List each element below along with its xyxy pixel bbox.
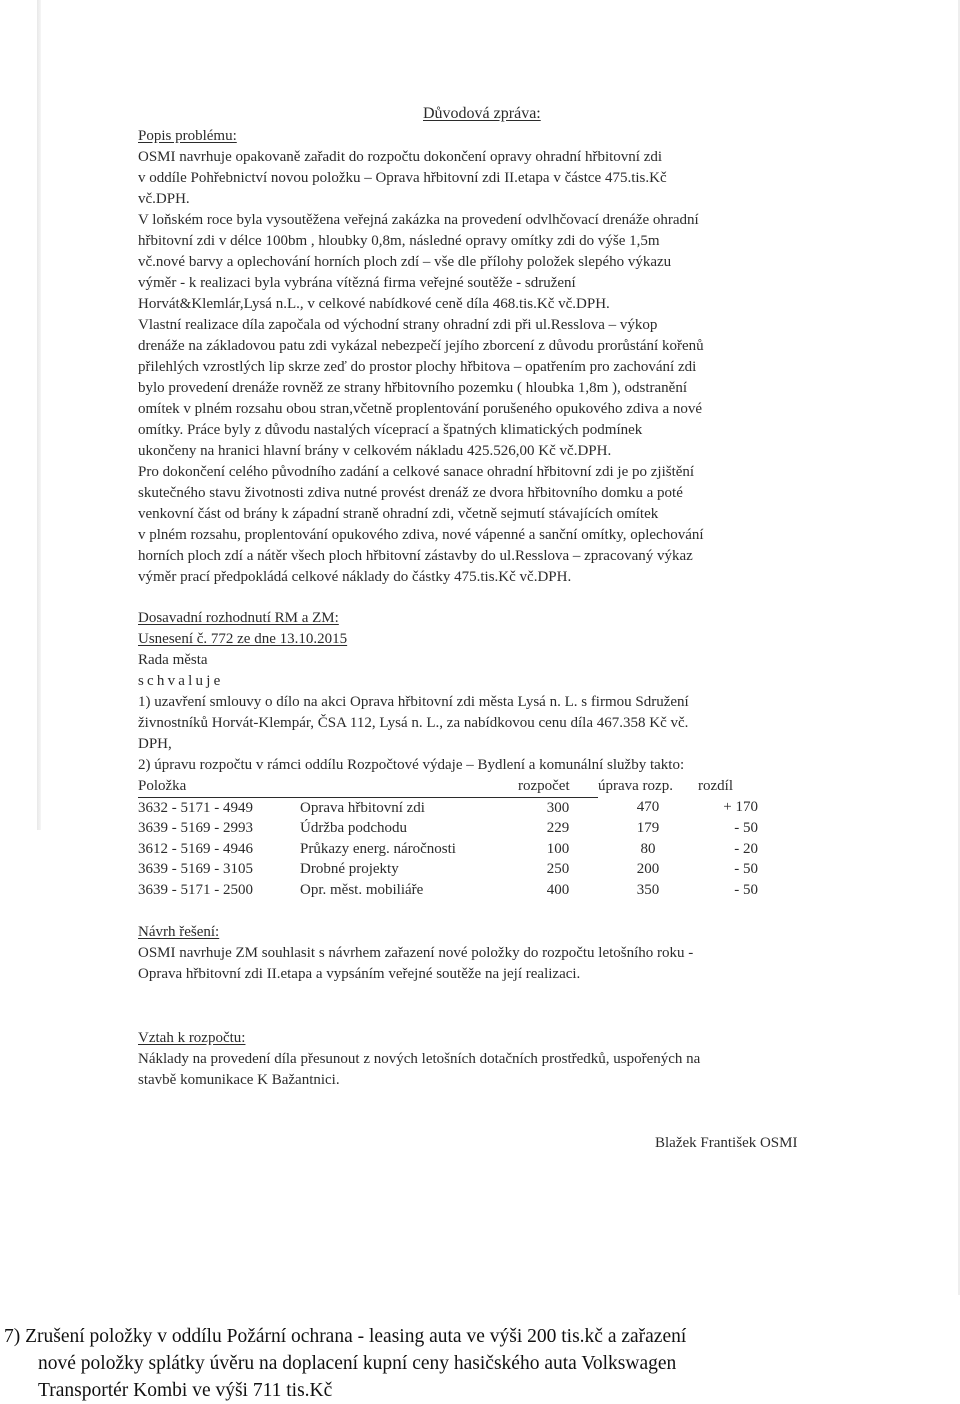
row-adjusted: 80: [640, 840, 656, 857]
table-row: [138, 859, 758, 880]
problem-line: hřbitovní zdi v délce 100bm , hloubky 0,8m, následné opravy omítky zdi do výše 1,5m: [138, 233, 660, 249]
decision-section: [138, 608, 838, 776]
problem-line: Vlastní realizace díla započala od východní strany ohradní zdi při ul.Resslova – výkop: [138, 317, 658, 333]
row-name: Drobné projekty: [300, 861, 399, 877]
problem-line: výměr - k realizaci byla vybrána vítězná firma veřejné soutěže - sdružení: [138, 275, 576, 291]
problem-line: drenáže na základovou patu zdi vykázal nebezpečí jejího zborcení z důvodu prorůstání kořenů: [138, 338, 704, 354]
scan-border: [37, 0, 41, 830]
problem-line: Horvát&Klemlár,Lysá n.L., v celkové nabídkové ceně díla 468.tis.Kč vč.DPH.: [138, 296, 610, 312]
point1-line: DPH,: [138, 736, 172, 752]
council-label: Rada města: [138, 652, 208, 668]
solution-heading: Návrh řešení:: [138, 924, 220, 940]
problem-line: vč.nové barvy a oplechování horních ploch zdí – vše dle přílohy položek slepého výkazu: [138, 254, 672, 270]
problem-line: vč.DPH.: [138, 191, 190, 207]
row-name: Průkazy energ. náročnosti: [300, 840, 456, 857]
signature: Blažek František OSMI: [655, 1135, 798, 1151]
problem-line: přilehlých vzrostlých lip skrze zeď do prostor plochy hřbitova – opatřením pro zachování zdi: [138, 359, 697, 375]
problem-line: Pro dokončení celého původního zadání a celkové sanace ohradní hřbitovní zdi je po zjištění: [138, 464, 695, 480]
point1-line: živnostníků Horvát-Klempár, ČSA 112, Lysá n. L., za nabídkovou cenu díla 467.358 Kč vč.: [138, 715, 689, 731]
item7-line: nové položky splátky úvěru na doplacení kupní ceny hasičského auta Volkswagen: [38, 1353, 677, 1374]
resolution-number: Usnesení č. 772 ze dne 13.10.2015: [138, 631, 348, 647]
header-diff: rozdíl: [698, 778, 733, 795]
problem-line: skutečného stavu životnosti zdiva nutné provést drenáž ze dvora hřbitovního domku a poté: [138, 485, 683, 501]
decision-heading: Dosavadní rozhodnutí RM a ZM:: [138, 610, 339, 626]
problem-line: omítky. Práce byly z důvodu nastalých víceprací a špatných klimatických podmínek: [138, 422, 643, 438]
table-row: [138, 880, 758, 901]
row-name: Údržba podchodu: [300, 820, 408, 836]
row-adjusted: 179: [636, 820, 660, 836]
problem-line: venkovní část od brány k západní straně ohradní zdi, včetně sejmutí stávajících omítek: [138, 506, 659, 522]
row-name: Oprava hřbitovní zdi: [300, 799, 425, 816]
row-code: 3639 - 5169 - 3105: [138, 861, 253, 877]
table-row: [138, 839, 758, 860]
solution-section: [138, 922, 838, 985]
problem-line: horních ploch zdí a nátěr všech ploch hřbitovní zástavby do ul.Resslova – zpracovaný výkaz: [138, 548, 693, 564]
table-row: [138, 797, 758, 818]
row-diff: + 170: [723, 799, 758, 816]
problem-line: V loňském roce byla vysoutěžena veřejná zakázka na provedení odvlhčovací drenáže ohradní: [138, 212, 699, 228]
item7-line: 7) Zrušení položky v oddílu Požární ochrana - leasing auta ve výši 200 tis.kč a zařazení: [4, 1326, 687, 1347]
point2-line: 2) úpravu rozpočtu v rámci oddílu Rozpočtové výdaje – Bydlení a komunální služby takto:: [138, 757, 685, 773]
row-budget: 229: [546, 820, 570, 836]
header-item: Položka: [138, 776, 300, 797]
row-budget: 100: [546, 840, 570, 857]
problem-line: v plném rozsahu, proplentování opukového zdiva, nové vápenné a sanční omítky, oplechování: [138, 527, 704, 543]
solution-line: Oprava hřbitovní zdi II.etapa a vypsáním veřejné soutěže na její realizaci.: [138, 966, 581, 982]
report-title: Důvodová zpráva:: [423, 105, 541, 122]
problem-line: omítek v plném rozsahu obou stran,včetně proplentování porušeného opukového zdiva a nové: [138, 401, 703, 417]
item7-line: Transportér Kombi ve výši 711 tis.Kč: [38, 1380, 333, 1401]
header-budget: rozpočet: [518, 776, 598, 797]
budget-heading: Vztah k rozpočtu:: [138, 1030, 246, 1046]
row-name: Opr. měst. mobiliáře: [300, 881, 424, 898]
budget-table: [138, 776, 758, 900]
budget-relation-section: [138, 1028, 838, 1091]
row-budget: 250: [546, 861, 570, 877]
problem-line: ukončeny na hranici hlavní brány v celkovém nákladu 425.526,00 Kč vč.DPH.: [138, 443, 612, 459]
problem-line: OSMI navrhuje opakovaně zařadit do rozpočtu dokončení opravy ohradní hřbitovní zdi: [138, 149, 663, 165]
problem-section: [138, 126, 838, 588]
row-code: 3612 - 5169 - 4946: [138, 840, 253, 857]
table-header-row: [138, 776, 758, 797]
row-diff: - 50: [734, 820, 758, 836]
budget-line: Náklady na provedení díla přesunout z nových letošních dotačních prostředků, uspořených na: [138, 1051, 701, 1067]
row-diff: - 50: [734, 861, 758, 877]
point1-line: 1) uzavření smlouvy o dílo na akci Oprava hřbitovní zdi města Lysá n. L. s firmou Sdružení: [138, 694, 689, 710]
budget-line: stavbě komunikace K Bažantnici.: [138, 1072, 340, 1088]
row-diff: - 50: [734, 881, 758, 898]
row-code: 3632 - 5171 - 4949: [138, 799, 253, 816]
row-diff: - 20: [734, 840, 758, 857]
approves-label: schvaluje: [138, 673, 224, 689]
row-adjusted: 350: [636, 881, 660, 898]
problem-line: v oddíle Pohřebnictví novou položku – Oprava hřbitovní zdi II.etapa v částce 475.tis.Kč: [138, 170, 667, 186]
row-code: 3639 - 5169 - 2993: [138, 820, 253, 836]
header-adjusted: úprava rozp.: [598, 778, 673, 795]
table-row: [138, 818, 758, 839]
row-budget: 300: [546, 799, 570, 816]
problem-line: bylo provedení drenáže rovněž ze strany hřbitovního pozemku ( hloubka 1,8m ), odstranění: [138, 380, 688, 396]
problem-heading: Popis problému:: [138, 128, 237, 144]
solution-line: OSMI navrhuje ZM souhlasit s návrhem zařazení nové položky do rozpočtu letošního roku -: [138, 945, 694, 961]
header-name: [300, 776, 518, 797]
row-code: 3639 - 5171 - 2500: [138, 881, 253, 898]
problem-line: výměr prací předpokládá celkové náklady do částky 475.tis.Kč vč.DPH.: [138, 569, 572, 585]
row-budget: 400: [546, 881, 570, 898]
row-adjusted: 470: [636, 799, 660, 816]
row-adjusted: 200: [636, 861, 660, 877]
